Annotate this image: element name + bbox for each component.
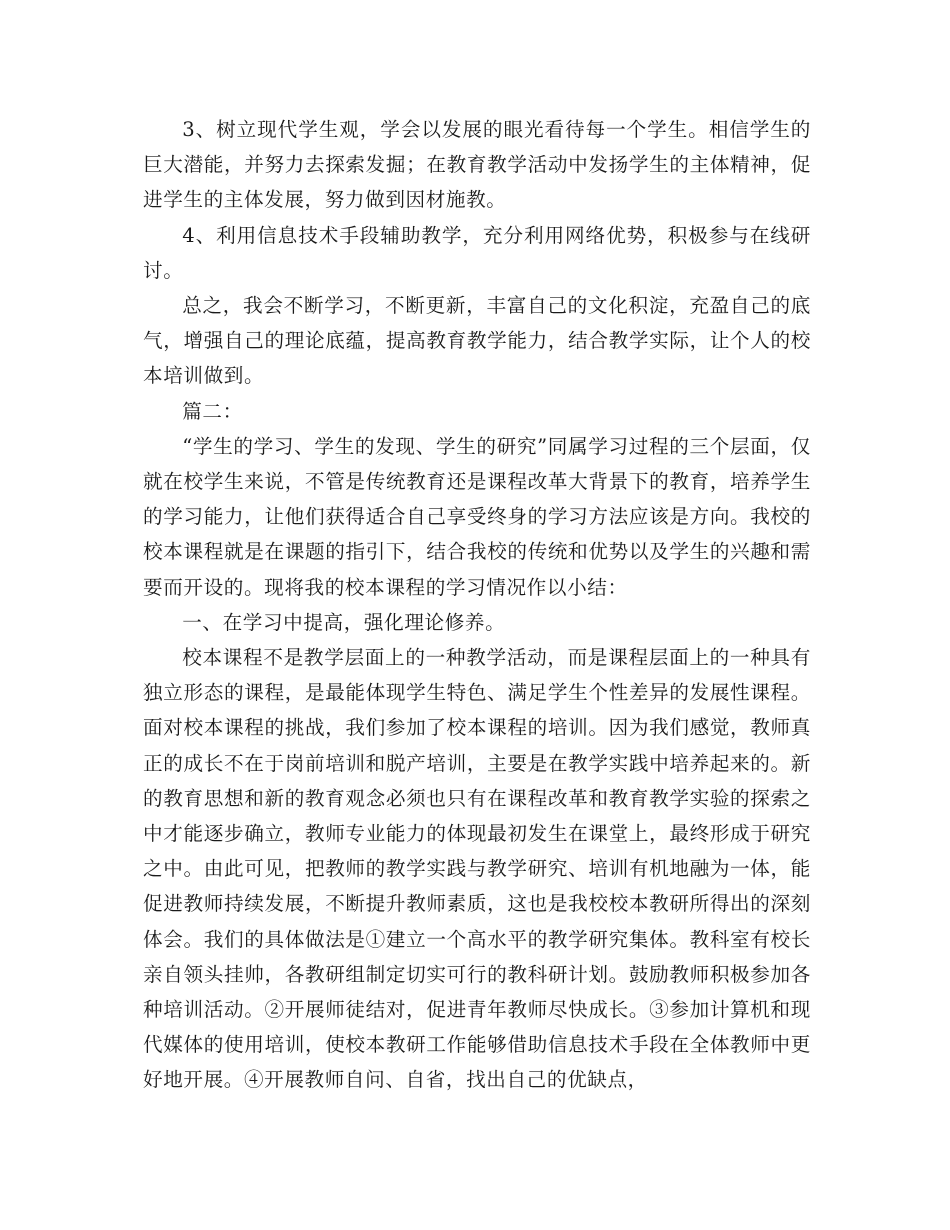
paragraph-point-3: 3、树立现代学生观，学会以发展的眼光看待每一个学生。相信学生的巨大潜能，并努力去探索发掘；在教育教学活动中发扬学生的主体精神，促进学生的主体发展，努力做到因材施教。	[143, 118, 811, 212]
section-heading-part-two: 篇二：	[182, 399, 243, 423]
subheading-one: 一、在学习中提高，强化理论修养。	[182, 610, 506, 634]
paragraph-body: 校本课程不是教学层面上的一种教学活动，而是课程层面上的一种具有独立形态的课程，是最能体现学生特色、满足学生个性差异的发展性课程。面对校本课程的挑战，我们参加了校本课程的培训。因为我们感觉，教师真正的成长不在于岗前培训和脱产培训，主要是在教学实践中培养起来的。新的教育思想和新的教育观念必须也只有在课程改革和教育教学实验的探索之中才能逐步确立，教师专业能力的体现最初发生在课堂上，最终形成于研究之中。由此可见，把教师的教学实践与教学研究、培训有机地融为一体，能促进教师持续发展，不断提升教师素质，这也是我校校本教研所得出的深刻体会。我们的具体做法是①建立一个高水平的教学研究集体。教科室有校长亲自领头挂帅，各教研组制定切实可行的教科研计划。鼓励教师积极参加各种培训活动。②开展师徒结对，促进青年教师尽快成长。③参加计算机和现代媒体的使用培训，使校本教研工作能够借助信息技术手段在全体教师中更好地开展。④开展教师自问、自省，找出自己的优缺点，	[143, 646, 811, 1092]
paragraph-point-4: 4、利用信息技术手段辅助教学，充分利用网络优势，积极参与在线研讨。	[143, 223, 811, 282]
paragraph-intro: “学生的学习、学生的发现、学生的研究”同属学习过程的三个层面，仅就在校学生来说，不管是传统教育还是课程改革大背景下的教育，培养学生的学习能力，让他们获得适合自己享受终身的学习方法应该是方向。我校的校本课程就是在课题的指引下，结合我校的传统和优势以及学生的兴趣和需要而开设的。现将我的校本课程的学习情况作以小结：	[143, 434, 811, 599]
paragraph-summary: 总之，我会不断学习，不断更新，丰富自己的文化积淀，充盈自己的底气，增强自己的理论底蕴，提高教育教学能力，结合教学实际，让个人的校本培训做到。	[143, 294, 811, 388]
document-body	[143, 112, 811, 1098]
